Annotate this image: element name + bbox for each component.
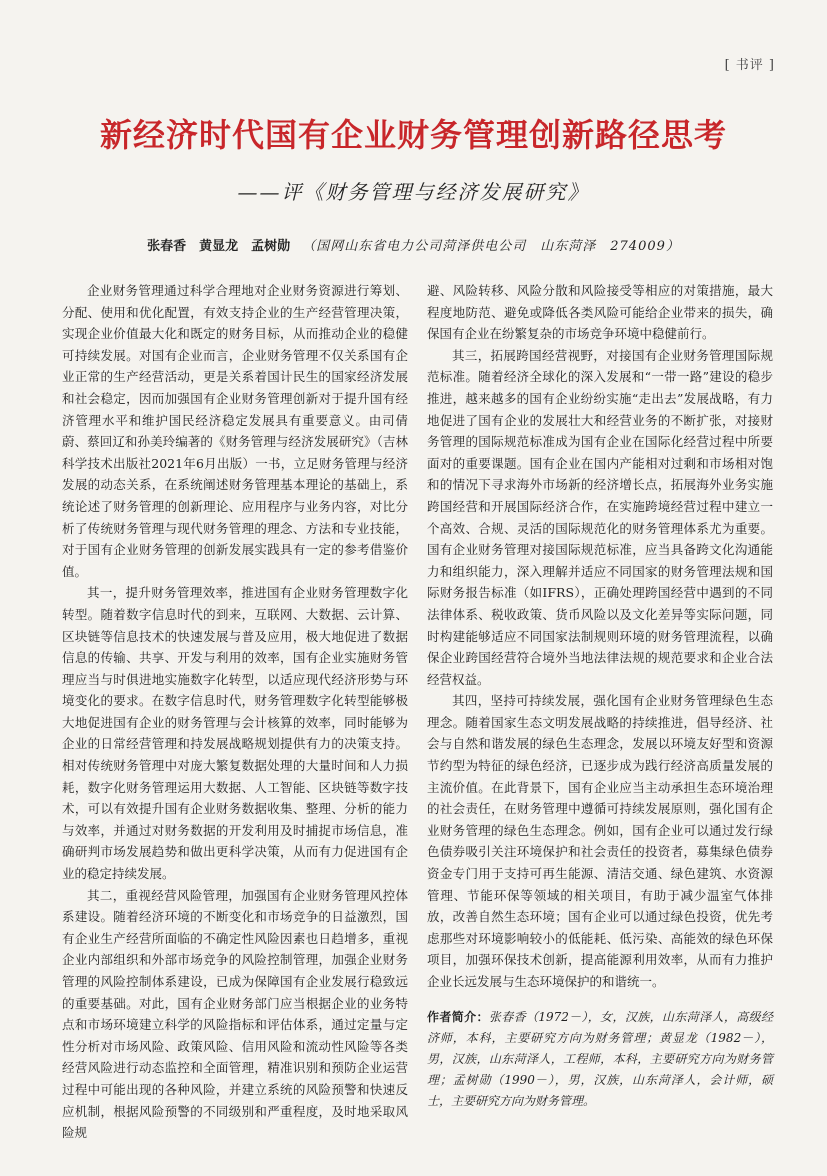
paragraph-point-two: 其二，重视经营风险管理，加强国有企业财务管理风控体系建设。随着经济环境的不断变化和市场竞争的日益激烈，国有企业生产经营所面临的不确定性风险因素也日趋增多，重视企业内部组织和外部市场竞争的风险控制管理，加强企业财务管理的风险控制体系建设，已成为保障国有企业发展行稳致远的重要基础。对此，国有企业财务部门应当根据企业的业务特点和市场环境建立科学的风险指标和评估体系，通过定量与定性分析对市场风险、政策风险、信用风险和流动性风险等各类经营风险进行动态监控和全面管理，精准识别和预防企业运营过程中可能出现的各种风险，并建立系统的风险预警和快速反应机制，根据风险预警的不同级别和严重程度，及时地采取风险规 <box>62 887 408 1141</box>
author-bio-label: 作者简介： <box>427 1009 489 1024</box>
paragraph-point-one: 其一，提升财务管理效率，推进国有企业财务管理数字化转型。随着数字信息时代的到来，互联网、大数据、云计算、区块链等信息技术的快速发展与普及应用，极大地促进了数据信息的传输、共享、开发与利用的效率，国有企业实施财务管理应当与时俱进地实施数字化转型，以适应现代经济形势与环境变化的要求。在数字信息时代，财务管理数字化转型能够极大地促进国有企业的财务管理与会计核算的效率，同时能够为企业的日常经营管理和持发展战略规划提供有力的决策支持。相对传统财务管理中对庞大繁复数据处理的大量时间和人力损耗，数字化财务管理运用大数据、人工智能、区块链等数字技术，可以有效提升国有企业财务数据收集、整理、分析的能力与效率，并通过对财务数据的开发利用及时捕捉市场信息，准确研判市场发展趋势和做出更科学决策，从而有力促进国有企业的稳定持续发展。 <box>62 585 408 882</box>
article-title: 新经济时代国有企业财务管理创新路径思考 <box>99 116 727 154</box>
author-affiliation: （国网山东省电力公司菏泽供电公司 山东菏泽 274009） <box>302 239 680 254</box>
section-tag: [ 书评 ] <box>724 58 775 73</box>
author-bio-text: 张春香（1972－），女，汉族，山东菏泽人，高级经济师，本科，主要研究方向为财务管理；黄显龙（1982－），男，汉族，山东菏泽人，工程师，本科，主要研究方向为财务管理；孟树勋（1990－），男，汉族，山东菏泽人，会计师，硕士，主要研究方向为财务管理。 <box>427 1009 773 1108</box>
paragraph-point-three: 其三，拓展跨国经营视野，对接国有企业财务管理国际规范标准。随着经济全球化的深入发展和“一带一路”建设的稳步推进，越来越多的国有企业纷纷实施“走出去”发展战略，有力地促进了国有企业的发展壮大和经营业务的不断扩张，对接财务管理的国际规范标准成为国有企业在国际化经营过程中所要面对的重要课题。国有企业在国内产能相对过剩和市场相对饱和的情况下寻求海外市场新的经济增长点，拓展海外业务实施跨国经营和开展国际经济合作，在实施跨境经营过程中建立一个高效、合规、灵活的国际规范化的财务管理体系尤为重要。国有企业财务管理对接国际规范标准，应当具备跨文化沟通能力和组织能力，深入理解并适应不同国家的财务管理法规和国际财务报告标准（如IFRS），正确处理跨国经营中遇到的不同法律体系、税收政策、货币风险以及文化差异等实际问题，同时构建能够适应不同国家法制规则环境的财务管理流程，以确保企业跨国经营符合境外当地法律法规的规范要求和企业合法经营权益。 <box>427 347 773 687</box>
author-bio <box>427 1007 773 1112</box>
article-subtitle: ——评《财务管理与经济发展研究》 <box>237 180 590 204</box>
right-column <box>427 280 773 1112</box>
author-line <box>0 235 827 254</box>
paragraph-intro: 企业财务管理通过科学合理地对企业财务资源进行筹划、分配、使用和优化配置，有效支持企业的生产经营管理决策，实现企业价值最大化和既定的财务目标，从而推动企业的稳健可持续发展。对国有企业而言，企业财务管理不仅关系国有企业正常的生产经营活动，更是关系着国计民生的国家经济发展和社会稳定，因而加强国有企业财务管理创新对于提升国有经济管理水平和维护国民经济稳定发展具有重要意义。由司倩蔚、蔡回辽和孙美玲编著的《财务管理与经济发展研究》（吉林科学技术出版社2021年6月出版）一书，立足财务管理与经济发展的动态关系，在系统阐述财务管理基本理论的基础上，系统论述了财务管理的创新理论、应用程序与业务内容，对比分析了传统财务管理与现代财务管理的理念、方法和专业技能，对于国有企业财务管理的创新发展实践具有一定的参考借鉴价值。 <box>62 283 408 579</box>
paragraph-point-two-continued: 避、风险转移、风险分散和风险接受等相应的对策措施，最大程度地防范、避免或降低各类风险可能给企业带来的损失，确保国有企业在纷繁复杂的市场竞争环境中稳健前行。 <box>427 283 773 342</box>
paragraph-point-four: 其四，坚持可持续发展，强化国有企业财务管理绿色生态理念。随着国家生态文明发展战略的持续推进，倡导经济、社会与自然和谐发展的绿色生态理念，发展以环境友好型和资源节约型为特征的绿色经济，已逐步成为践行经济高质量发展的主流价值。在此背景下，国有企业应当主动承担生态环境治理的社会责任，在财务管理中遵循可持续发展原则，强化国有企业财务管理的绿色生态理念。例如，国有企业可以通过发行绿色债券吸引关注环境保护和社会责任的投资者，募集绿色债券资金专门用于支持可再生能源、清洁交通、绿色建筑、水资源管理、节能环保等领域的相关项目，有助于减少温室气体排放，改善自然生态环境；国有企业可以通过绿色投资，优先考虑那些对环境影响较小的低能耗、低污染、高能效的绿色环保项目，加强环保技术创新，提高能源利用效率，从而有力推护企业长远发展与生态环境保护的和谐统一。 <box>427 693 773 989</box>
left-column <box>62 280 408 1144</box>
author-names: 张春香 黄显龙 孟树勋 <box>147 239 291 254</box>
